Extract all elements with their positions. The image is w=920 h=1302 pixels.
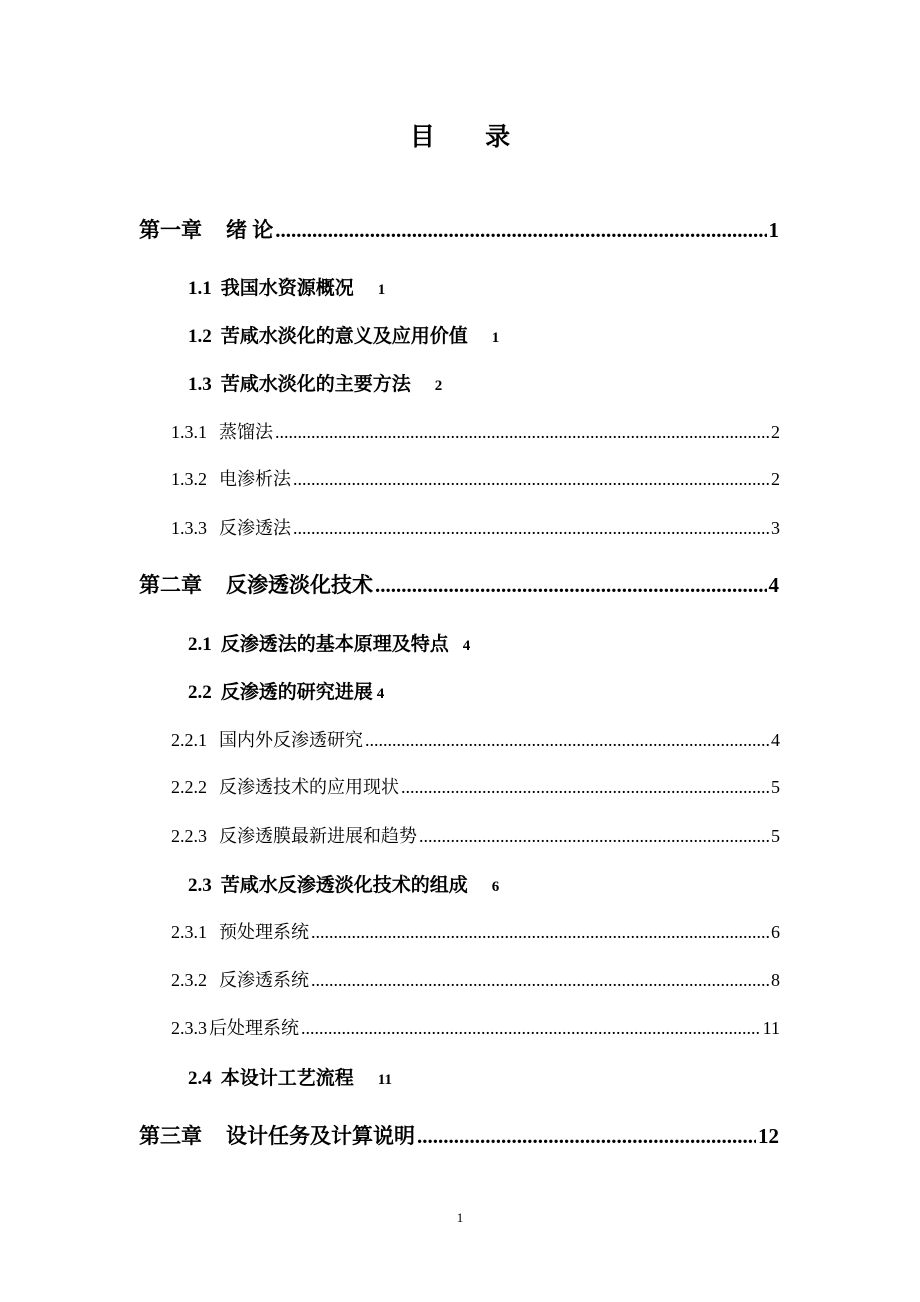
toc-page-number: 5 (771, 826, 780, 846)
toc-number: 1.3.2 (171, 469, 207, 489)
toc-page-number: 2 (771, 469, 780, 489)
toc-subsection-2-2-1[interactable] (171, 726, 780, 752)
toc-subsection-1-3-2[interactable] (171, 465, 780, 491)
dot-leader (401, 777, 769, 798)
toc-page-number: 12 (758, 1124, 779, 1148)
toc-page-number: 11 (377, 1072, 392, 1088)
toc-number: 1.1 (188, 278, 212, 299)
toc-number: 2.1 (188, 634, 212, 655)
toc-page-number: 2 (434, 378, 443, 394)
toc-number: 1.2 (188, 326, 212, 347)
toc-title: 国内外反渗透研究 (219, 730, 363, 750)
toc-title: 反渗透法 (219, 518, 291, 538)
toc-subsection-2-2-3[interactable] (171, 822, 780, 848)
toc-subsection-2-3-3[interactable] (171, 1014, 780, 1040)
toc-page-number: 11 (762, 1018, 780, 1038)
toc-section-1-1[interactable] (188, 273, 385, 300)
toc-number: 2.2.1 (171, 730, 207, 750)
toc-subsection-2-3-1[interactable] (171, 918, 780, 944)
dot-leader (275, 218, 766, 243)
toc-title: 蒸馏法 (219, 422, 273, 442)
toc-title: 苦咸水淡化的主要方法 (220, 374, 411, 395)
toc-section-2-3[interactable] (188, 870, 499, 897)
toc-section-1-2[interactable] (188, 321, 499, 348)
toc-page-number: 3 (771, 518, 780, 538)
toc-number: 2.2.2 (171, 777, 207, 797)
toc-title: 苦咸水反渗透淡化技术的组成 (220, 875, 468, 896)
toc-title: 设计任务及计算说明 (226, 1124, 415, 1148)
toc-chapter-3[interactable] (139, 1120, 779, 1150)
toc-section-1-3[interactable] (188, 369, 442, 396)
toc-title: 本设计工艺流程 (220, 1068, 354, 1089)
toc-number: 2.3.1 (171, 922, 207, 942)
toc-subsection-1-3-1[interactable] (171, 418, 780, 444)
dot-leader (417, 1124, 756, 1149)
toc-page-number: 1 (768, 218, 779, 242)
toc-subsection-1-3-3[interactable] (171, 514, 780, 540)
toc-page-number: 1 (377, 282, 386, 298)
toc-number: 第三章 (139, 1124, 202, 1148)
toc-number: 2.3.2 (171, 970, 207, 990)
toc-title: 后处理系统 (209, 1018, 299, 1038)
toc-title: 反渗透膜最新进展和趋势 (219, 826, 417, 846)
toc-page-number: 4 (768, 573, 779, 597)
toc-number: 1.3 (188, 374, 212, 395)
toc-number: 1.3.1 (171, 422, 207, 442)
toc-page-number: 8 (771, 970, 780, 990)
toc-number: 1.3.3 (171, 518, 207, 538)
toc-page-number: 4 (462, 638, 471, 654)
toc-number: 2.2 (188, 682, 212, 703)
toc-number: 2.2.3 (171, 826, 207, 846)
toc-title: 电渗析法 (219, 469, 291, 489)
toc-chapter-2[interactable] (139, 569, 779, 599)
dot-leader (293, 469, 769, 490)
dot-leader (301, 1018, 761, 1039)
dot-leader (375, 573, 767, 598)
dot-leader (293, 518, 769, 539)
toc-title: 反渗透技术的应用现状 (219, 777, 399, 797)
toc-section-2-4[interactable] (188, 1063, 392, 1090)
toc-chapter-1[interactable] (139, 214, 779, 244)
toc-page-number: 5 (771, 777, 780, 797)
toc-title: 预处理系统 (219, 922, 309, 942)
toc-page-number: 4 (771, 730, 780, 750)
toc-title: 我国水资源概况 (220, 278, 354, 299)
toc-title: 反渗透法的基本原理及特点 (220, 634, 449, 655)
toc-subsection-2-2-2[interactable] (171, 773, 780, 799)
toc-page-number: 4 (376, 686, 385, 702)
toc-section-2-1[interactable] (188, 629, 470, 656)
dot-leader (365, 730, 769, 751)
toc-page-number: 6 (771, 922, 780, 942)
page-title: 目 录 (409, 124, 533, 151)
toc-number: 2.4 (188, 1068, 212, 1089)
toc-title: 绪 论 (226, 218, 274, 242)
toc-title: 反渗透的研究进展 (220, 682, 373, 703)
dot-leader (311, 922, 769, 943)
toc-page-number: 1 (491, 330, 500, 346)
toc-number: 2.3.3 (171, 1018, 207, 1038)
toc-number: 2.3 (188, 875, 212, 896)
toc-number: 第二章 (139, 573, 202, 597)
dot-leader (419, 826, 769, 847)
footer-page-number: 1 (456, 1210, 464, 1225)
toc-section-2-2[interactable] (188, 677, 384, 704)
dot-leader (311, 970, 769, 991)
toc-title: 苦咸水淡化的意义及应用价值 (220, 326, 468, 347)
toc-number: 第一章 (139, 218, 202, 242)
dot-leader (275, 422, 769, 443)
toc-page-number: 6 (491, 879, 500, 895)
toc-title: 反渗透系统 (219, 970, 309, 990)
toc-page-number: 2 (771, 422, 780, 442)
toc-title: 反渗透淡化技术 (226, 573, 373, 597)
toc-subsection-2-3-2[interactable] (171, 966, 780, 992)
